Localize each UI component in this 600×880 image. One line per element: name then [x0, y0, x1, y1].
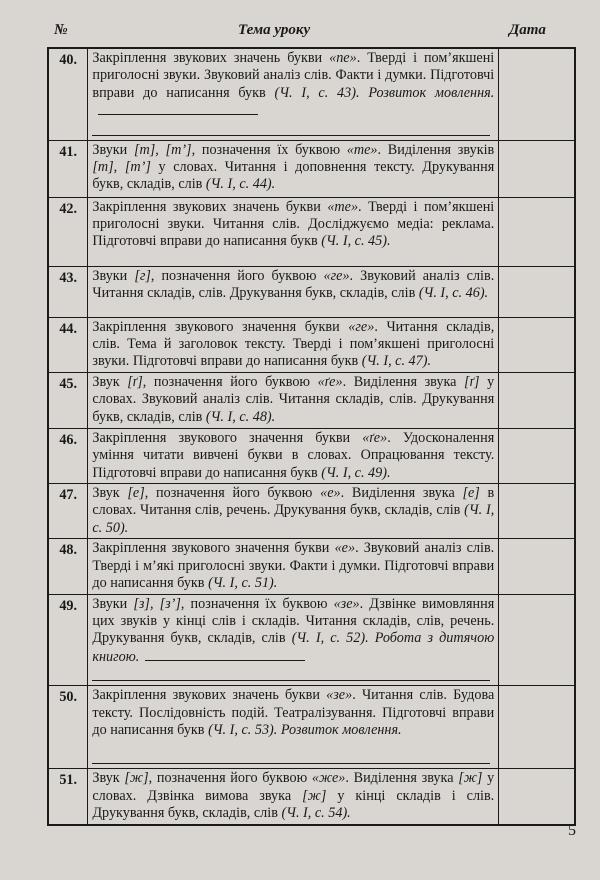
lesson-number: 46. [48, 428, 88, 483]
lesson-number: 40. [48, 48, 88, 140]
column-header-number: № [54, 22, 68, 38]
lesson-date-cell [499, 769, 575, 825]
writing-line [92, 666, 490, 681]
lesson-number: 42. [48, 197, 88, 266]
lesson-plan-table [47, 47, 576, 826]
lesson-topic: Закріплення звукового значення букви «ґе». Удосконалення уміння читати вивчені букви в словах. Опрацювання тексту. Підготовчі вправи до написання букв (Ч. І, с. 49). [88, 428, 499, 483]
lesson-topic: Звуки [т], [т’], позначення їх буквою «те». Виділення звуків [т], [т’] у словах. Читання і доповнення тексту. Друкування букв, складів, слів (Ч. І, с. 44). [88, 140, 499, 197]
lesson-rows [48, 48, 575, 825]
lesson-topic: Звуки [г], позначення його буквою «ге». Звуковий аналіз слів. Читання складів, слів. Друкування букв, складів, слів (Ч. І, с. 46). [88, 266, 499, 317]
writing-line [92, 121, 490, 136]
page-number: 5 [568, 822, 576, 839]
lesson-topic: Закріплення звукових значень букви «пе». Тверді і пом’якшені приголосні звуки. Звуковий аналіз слів. Факти і думки. Підготовчі вправи до написання букв (Ч. І, с. 43). Розвиток мовлення. [88, 48, 499, 140]
lesson-number: 45. [48, 372, 88, 428]
lesson-topic: Звук [е], позначення його буквою «е». Виділення звука [е] в словах. Читання слів, речень. Друкування букв, складів, слів (Ч. І, с. 50). [88, 484, 499, 539]
lesson-date-cell [499, 317, 575, 372]
column-header-date: Дата [509, 22, 546, 38]
table-row [48, 372, 575, 428]
lesson-number: 41. [48, 140, 88, 197]
lesson-topic: Звук [ж], позначення його буквою «же». Виділення звука [ж] у словах. Дзвінка вимова звука [ж] у кінці складів і слів. Друкування букв, складів, слів (Ч. І, с. 54). [88, 769, 499, 825]
lesson-date-cell [499, 484, 575, 539]
lesson-number: 43. [48, 266, 88, 317]
lesson-date-cell [499, 686, 575, 769]
table-row [48, 428, 575, 483]
lesson-topic: Звук [ґ], позначення його буквою «ґе». Виділення звука [ґ] у словах. Звуковий аналіз слів. Читання складів, слів. Друкування букв, складів, слів (Ч. І, с. 48). [88, 372, 499, 428]
table-row [48, 48, 575, 140]
lesson-date-cell [499, 539, 575, 594]
table-row [48, 539, 575, 594]
lesson-topic: Закріплення звукового значення букви «е». Звуковий аналіз слів. Тверді і м’які приголосні звуки. Факти і думки. Підготовчі вправи до написання букв (Ч. І, с. 51). [88, 539, 499, 594]
lesson-topic: Закріплення звукових значень букви «те». Тверді і пом’якшені приголосні звуки. Читання слів. Досліджуємо медіа: реклама. Підготовчі вправи до написання букв (Ч. І, с. 45). [88, 197, 499, 266]
writing-line [92, 749, 490, 764]
table-row [48, 686, 575, 769]
table-row [48, 594, 575, 686]
lesson-number: 44. [48, 317, 88, 372]
table-row [48, 140, 575, 197]
table-row [48, 266, 575, 317]
lesson-date-cell [499, 266, 575, 317]
writing-line [145, 648, 305, 661]
lesson-number: 48. [48, 539, 88, 594]
lesson-date-cell [499, 140, 575, 197]
lesson-date-cell [499, 197, 575, 266]
lesson-number: 47. [48, 484, 88, 539]
table-row [48, 484, 575, 539]
writing-line [98, 102, 258, 115]
table-row [48, 317, 575, 372]
lesson-topic: Закріплення звукового значення букви «ге». Читання складів, слів. Тема й заголовок тексту. Тверді і пом’якшені приголосні звуки. Підготовчі вправи до написання букв (Ч. І, с. 47). [88, 317, 499, 372]
lesson-date-cell [499, 48, 575, 140]
lesson-number: 50. [48, 686, 88, 769]
column-header-topic: Тема уроку [238, 22, 311, 38]
lesson-date-cell [499, 428, 575, 483]
lesson-date-cell [499, 594, 575, 686]
lesson-number: 49. [48, 594, 88, 686]
lesson-topic: Звуки [з], [з’], позначення їх буквою «зе». Дзвінке вимовляння цих звуків у кінці слів і складів. Читання складів, слів, речень. Друкування букв, складів, слів (Ч. І, с. 52). Робота з дитячою книгою. [88, 594, 499, 686]
lesson-topic: Закріплення звукових значень букви «зе». Читання слів. Будова тексту. Послідовність подій. Театралізування. Підготовчі вправи до написання букв (Ч. І, с. 53). Розвиток мовлення. [88, 686, 499, 769]
table-row [48, 197, 575, 266]
lesson-date-cell [499, 372, 575, 428]
lesson-number: 51. [48, 769, 88, 825]
table-row [48, 769, 575, 825]
